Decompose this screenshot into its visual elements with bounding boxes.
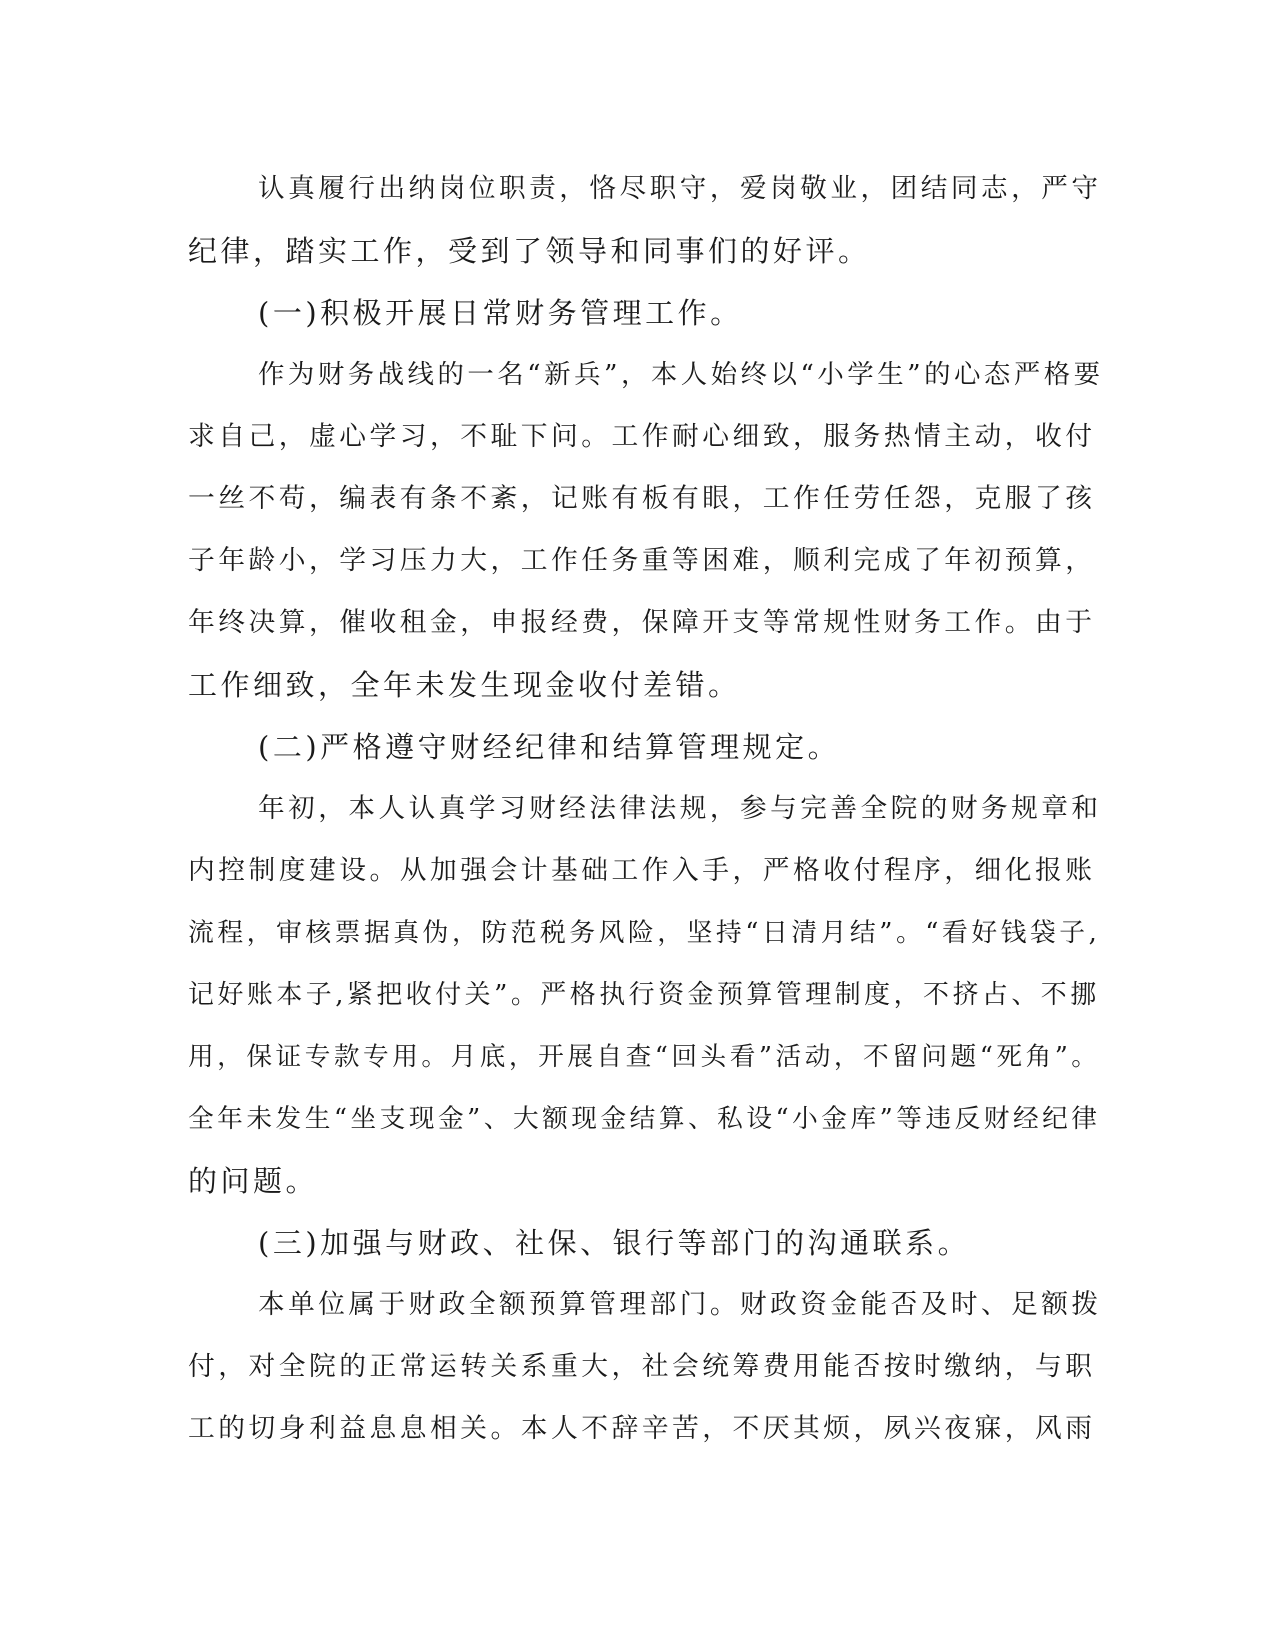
section-heading: (二)严格遵守财经纪律和结算管理规定。	[258, 730, 841, 764]
text-line: 子年龄小，学习压力大，工作任务重等困难，顺利完成了年初预算，	[188, 545, 1096, 576]
document-body	[188, 158, 1104, 1460]
text-line: 一丝不苟，编表有条不紊，记账有板有眼，工作任劳任怨，克服了孩	[188, 483, 1096, 514]
section-heading: (三)加强与财政、社保、银行等部门的沟通联系。	[258, 1226, 971, 1260]
text-line: 纪律，踏实工作，受到了领导和同事们的好评。	[188, 234, 871, 268]
text-line: 用，保证专款专用。月底，开展自查“回头看”活动，不留问题“死角”。	[188, 1042, 1101, 1072]
text-line: 本单位属于财政全额预算管理部门。财政资金能否及时、足额拨	[258, 1289, 1102, 1320]
text-line: 工的切身利益息息相关。本人不辞辛苦，不厌其烦，夙兴夜寐，风雨	[188, 1413, 1096, 1444]
text-line: 全年未发生“坐支现金”、大额现金结算、私设“小金库”等违反财经纪律	[188, 1104, 1101, 1134]
text-line: 记好账本子,紧把收付关”。严格执行资金预算管理制度，不挤占、不挪	[188, 980, 1100, 1010]
text-line: 认真履行出纳岗位职责，恪尽职守，爱岗敬业，团结同志，严守	[258, 173, 1102, 204]
text-line: 内控制度建设。从加强会计基础工作入手，严格收付程序，细化报账	[188, 855, 1096, 886]
text-line: 求自己，虚心学习，不耻下问。工作耐心细致，服务热情主动，收付	[188, 421, 1096, 452]
text-line: 流程，审核票据真伪，防范税务风险，坚持“日清月结”。“看好钱袋子,	[188, 918, 1101, 948]
text-line: 的问题。	[188, 1164, 319, 1198]
text-line: 年初，本人认真学习财经法律法规，参与完善全院的财务规章和	[258, 793, 1102, 824]
text-line: 作为财务战线的一名“新兵”，本人始终以“小学生”的心态严格要	[258, 359, 1104, 390]
section-heading: (一)积极开展日常财务管理工作。	[258, 296, 743, 330]
text-line: 工作细致，全年未发生现金收付差错。	[188, 668, 741, 702]
text-line: 付，对全院的正常运转关系重大，社会统筹费用能否按时缴纳，与职	[188, 1351, 1096, 1382]
text-line: 年终决算，催收租金，申报经费，保障开支等常规性财务工作。由于	[188, 607, 1096, 638]
